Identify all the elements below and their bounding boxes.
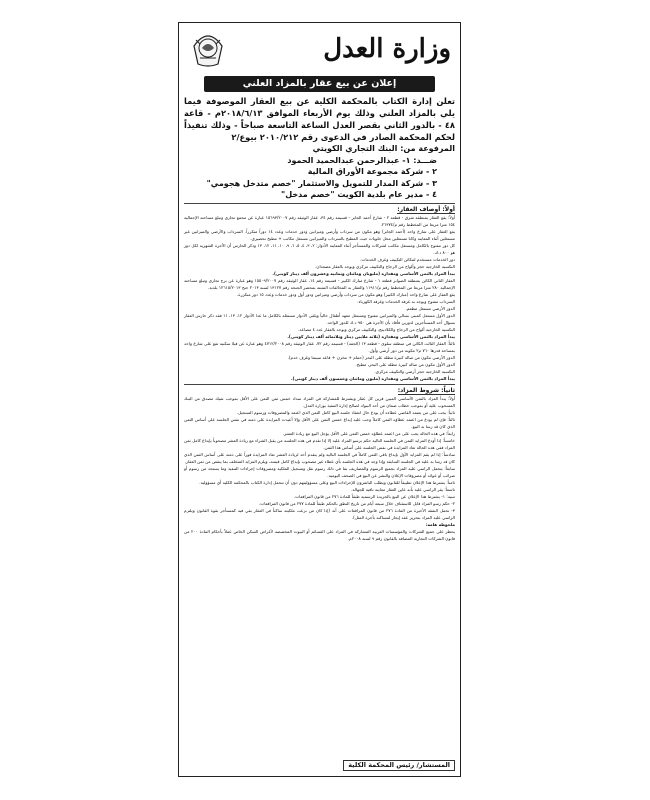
announcement-body [184,28,455,771]
section-title-conditions [184,387,455,395]
auction-conditions [184,395,455,542]
property-paragraph: كل دور مفتوح بالكامل ومستغل مكاتب لشركات والمستأجر أثناء المعاينة الأدوار: ٢، ٣، ٤، ٥، ٦، ٩، ١٠، ١١، ١٢، ١٣ وذكر الحارس أن الأجرة الشهرية لكل دور هو ٨٠٠ د.ك. [184,242,456,255]
announcement-sheet [178,22,461,777]
notice-paragraph: ٢- حكم رسو المزاد قابل للاستئناف خلال سبعة أيام من تاريخ النطق بالحكم طبقاً للمادة ٢٧٧ من قانون المرافعات. [258,500,455,506]
property-base-price: يبدأ المزاد بالثمن الأساسي ومقداره (مليون ومائتان وخمسون ألف دينار كويتي). [291,375,455,381]
defendant-2: ٢ - شركة مجموعة الأوراق المالية [307,167,437,176]
condition-paragraph: خامساً: إذا أودع المزايد الثمن في الجلسة التالية حكم برسو المزاد عليه إلا إذا تقدم في هذه الجلسة من يقبل الشراء مع زيادة العشر مصحوباً بإيداع كامل ثمن المزاد ففي هذه الحالة تعاد المزايدة في نفس الجلسة على أساس هذا الثمن. [184,437,455,450]
important-note-title: ملحوظة هامة: [425,521,455,527]
header [184,28,455,76]
signature-footer: المستشار/ رئيس المحكمة الكلية [343,760,455,771]
section-title-conditions-text: ثانياً: شروط المزاد: [397,386,455,394]
condition-paragraph: تاسعاً: يقر الراسي عليه بأنه عاين العقار معاينة نافية للجهالة. [351,486,455,492]
property-paragraph: التكسية الخارجية حجر وألواح من الزجاج والتكييف مركزي ويوجد بالعقار مصعدان. [315,263,455,269]
defendant-4: ٤ - مدير عام بلدية الكويت "خصم مدخل" [281,190,437,199]
condition-paragraph: ثالثاً: فإن لم يودع من اعتمد عطاؤه الثمن كاملاً وجب عليه إيداع خمس الثمن على الأقل وإلا أعيدت المزايدة على ذمته في نفس الجلسة على أساس الثمن الذي كان قد رسا به البيع. [184,416,455,429]
property-paragraph: التكسية الخارجية حجر أرضي والتكييف مركزي. [374,368,455,374]
announcement-banner: إعلان عن بيع عقار بالمزاد العلني [204,76,435,92]
property-paragraph: السرداب مفتوح ويوجد به غرفة الخدمات وغرفة الكهرباء. [357,298,455,304]
notice-paragraph: ٣- تحمل النفقة الأخيرة من المادة ٢٧٦ من قانون المرافعات على أنه (إذا كان من نزعت ملكيته ساكناً في العقار بقي فيه كمستأجر بقوة القانون ويلتزم الراسي عليه المزاد بتحرير عقد إيجار لمساكنه بأجرة المثل). [184,507,455,520]
kuwait-emblem-icon [190,28,226,68]
property-paragraph: الدور الأرضي مكون من صالة كبيرة مطلة على البحر (حمام + مخزن + قاعة سينما وغرف خدم). [287,354,455,360]
divider [184,203,455,204]
defendant-1: ضـــد: ١- عبدالرحمن عبدالحميد الحمود [287,155,437,165]
condition-paragraph: رابعاً: في هذه الحالة يجب على من اعتمد عطاؤه خمس الثمن على الأقل يؤجل البيع مع زيادة العشر. [282,430,455,436]
property-paragraph: الدور الأرضي مستغل مطعم. [405,305,455,311]
defendant-3: ٣ - شركة المدار للتمويل والاستثمار "خصم متدخل هجومي" [206,178,437,188]
property-paragraph: الدور الأول مستغل كمبنى بسالي والميزانين مفتوح ومستغل معهد أطفال حالياً ويلقى الأدوار مستغلة بالكامل ما عدا الأدوار ١٢، ١٣، ١١ فقد ذكر حارس العقار بسؤال أحد المستأجرين لدورين فأفاد بأن الأجرة هي ٩٥٠ د.ك للدور الواحد. [184,312,456,325]
ministry-title: وزارة العدل [323,34,451,64]
case-parties [184,143,455,201]
intro-paragraph: تعلن إدارة الكتاب بالمحكمة الكلية عن بيع العقار الموصوفة فيما يلي بالمزاد العلني وذلك يوم الأربعاء الموافق ٢٠١٨/٦/١٣م - قاعة ٤٨ - بالدور الثاني بقصر العدل الساعة التاسعة صباحاً - وذلك تنفيذاً لحكم المحكمة الصادر في الدعوى رقم ٢٠١٠/٢١٢ بيوع/٢ [184,96,455,142]
section-title-property [184,206,455,214]
property-base-price: يبدأ المزاد بالثمن الأساسي ومقداره (ثلاثة ملايين دينار وثلاثمائة ألف دينار كويتي). [287,333,455,339]
property-paragraph: العقار الثاني الكائن بمنطقة الصوابر قطعة ١ - شارع مبارك الكبير - قسيمة رقم ١٤، عقار الوثيقة رقم ١٥٥٠٩/٢٠٠٧ وهو عبارة عن برج تجاري وتبلغ مساحته الإجمالية ٢٨٠ مترا مربعا من المخطط رقم م/١١٩١١ والعقار به المخالفات المثبتة بمحضر الجنحة رقم ١٣١٢٧ لسنة ٢٠١٣ جنح ١٢٦١٥/٢٠١٣ بلدية. [184,277,455,290]
property-paragraph: التكسية الخارجية ألواح من الزجاج والكلادينج، والتكييف مركزي ويوجد بالعقار عدد ٤ مصاعد. [298,326,455,332]
property-paragraph: يقع العقار على شارع واحد (مبارك الكبير) وهو مكون من سرداب وأرضي وميزانين ودور أول ودور خدمات وعدد ١٥ دور متكررة. [236,291,455,297]
property-description [184,214,455,382]
condition-paragraph: أولاً: يبدأ المزاد بالثمن الأساسي المبين قرين كل عقار ويشترط للمشاركة في المزاد سداد خمس ثمن الثمن على الأقل بموجب شيك مصدق من البنك المسحوب عليه أو بموجب خطاب ضمان من أحد البنوك لصالح إدارة التنفيذ بوزارة العدل. [184,395,455,408]
condition-paragraph: ثانياً: يجب على من يعتمد القاضي عطاءه أن يودع حال انعقاد جلسة البيع كامل الثمن الذي اعتمد والمصروفات ورسوم التسجيل. [236,409,455,415]
property-paragraph: أولاً: يقع العقار بمنطقة شرق - قطعة ٢ - شارع أحمد الجابر - قسيمة رقم ٣٤، عقار الوثيقة رقم ١٥٦٩٣/٢٠٠٧ عبارة عن مجمع تجاري وتبلغ مساحته الإجمالية ١٥٤ مترا مربعا من المخطط رقم م/٢٦٣٧٤. [184,214,456,227]
important-note: يحظر على جميع الشركات والمؤسسات العربية المشاركة في المزاد على القسائم أو البيوت المخصصة لأغراض السكن الخاص عملاً بأحكام المادة ٢٠٠ من قانون الشركات التجارية المضافة بالقانون رقم ٩ لسنة ٢٠٠٨م. [184,528,455,541]
property-paragraph: الدور الأول مكون من صالة كبيرة مطلة على البحر، مطبخ. [355,361,455,367]
property-paragraph: دور الخدمات مستخدم لمكائن التكييف وغرف الخدمات. [360,256,455,262]
section-title-property-text: أولاً: أوصاف العقار: [397,205,455,213]
divider [184,384,455,385]
property-base-price: يبدأ المزاد بالثمن الأساسي ومقداره (مليونان ومائتان وثمانية وعشرون ألف دينار كويتي). [272,270,455,276]
property-paragraph: يقع العقار على شارع واحد (أحمد الجابر) وهو مكون من سرداب وأرضي وميزانين ودور خدمات وعدد ١٤ دوراً متكرراً. السرداب والأرضي والميزانين غير مستغلين أثناء المعاينة وكانا مستغلين محل حلويات حيث المطبخ بالسرداب والميزانين مستغل مكاتب + مطبخ تحضيري. [184,228,455,241]
plaintiff: المرفوعة من: البنك التجاري الكويتي [312,144,455,153]
property-paragraph: ثالثاً: العقار الثالث الكائن في منطقة سلوى - قطعة ١٣ (الجفة) - قسيمة رقم ٧٢، عقار الوثيقة رقم ٤٧١٢/٢٠٠٨ وهو عبارة عن فيلا سكنية تقع على شارع واحد بمساحة قدرها ٧٦٠ م٢ مكونة من دور أرضي وأول. [184,340,456,353]
condition-paragraph: سادساً: إذا لم يقم المزايد الأول بإيداع باقي الثمن كاملاً في الجلسة التالية ولم يتقدم أحد لزيادة العشر تعاد المزايدة فوراً على ذمته على أساس الثمن الذي كان قد رسا به عليه في الجلسة السابقة وإذا وجد في هذه الجلسة بأي عطاء غير مصحوب بإيداع كامل قيمته، ويلزم المزايد المتخلف بما ينقص من ثمن العقار. [184,451,455,464]
notice-paragraph: تنبيه: ١- يشترط هذا الإعلان عن البيع بالجريدة الرسمية طبقاً للمادة ٢٧٦ من قانون المرافعات. [293,493,455,499]
condition-paragraph: سابعاً: يتحمل الراسي عليه المزاد بجميع الرسوم والمصاريف بما في ذلك رسوم نقل وتسجيل الملكية ومصروفات إجراءات التنفيذ وما يستجد من رسوم أو ضرائب أو عوائد أو مصروفات الإعلان والنشر عن البيع في الصحف اليومية. [184,465,455,478]
condition-paragraph: ثامناً: يشترط هذا الإعلان تطبيقاً للقانون ويطلب الباشرون للإجراءات البيع وعلى مسؤوليتهم دون أن تتحمل إدارة الكتاب بالمحكمة الكلية أي مسؤولية. [199,479,455,485]
